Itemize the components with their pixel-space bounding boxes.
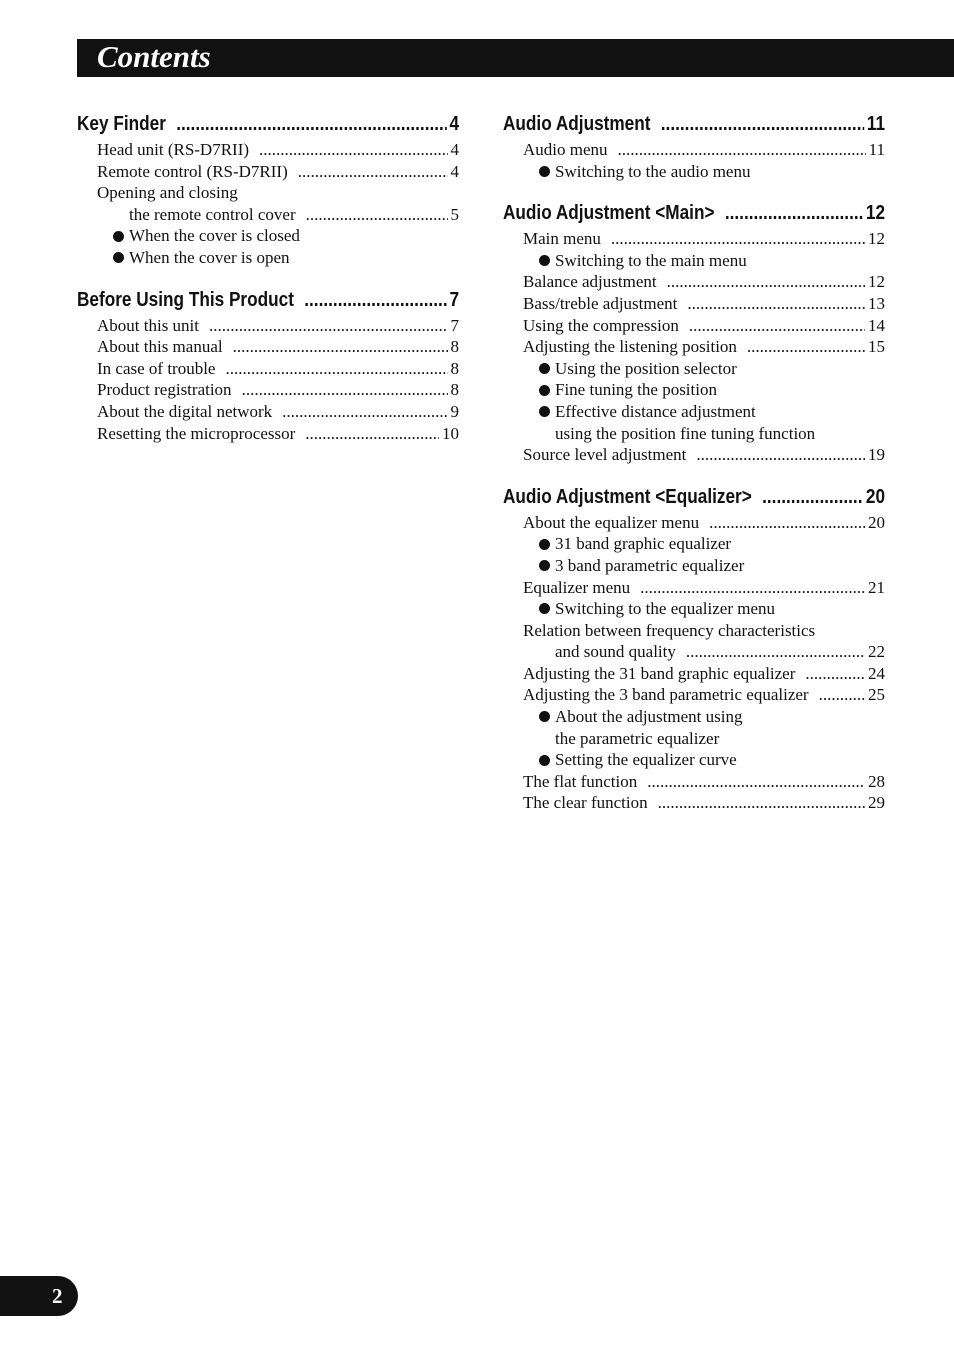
bullet-icon [539, 363, 550, 374]
toc-entry[interactable] [523, 641, 885, 663]
subentry-label: Switching to the main menu [555, 250, 747, 270]
bullet-icon [539, 560, 550, 571]
dot-leader [647, 771, 865, 793]
subentry-label: 31 band graphic equalizer [555, 534, 732, 554]
dot-leader [667, 271, 865, 293]
toc-subentry[interactable] [523, 598, 885, 620]
entry-page: 14 [868, 315, 885, 335]
entry-label: The flat function [523, 771, 638, 791]
entry-page: 13 [868, 293, 885, 313]
toc-subentry[interactable] [523, 379, 885, 401]
subentry-label: Setting the equalizer curve [555, 750, 737, 770]
dot-leader [298, 161, 448, 183]
dot-leader [696, 444, 865, 466]
toc-entry[interactable] [97, 358, 459, 380]
toc-entry[interactable] [523, 577, 885, 599]
entry-page: 8 [450, 358, 459, 378]
bullet-icon [539, 711, 550, 722]
toc-subentry[interactable] [97, 225, 459, 247]
dot-leader [689, 315, 865, 337]
heading-page: 7 [449, 288, 460, 311]
dot-leader [233, 336, 448, 358]
entry-page: 15 [868, 337, 885, 357]
entry-label: and sound quality [555, 642, 676, 662]
dot-leader [658, 792, 865, 814]
toc-entry[interactable] [523, 228, 885, 250]
subentry-continuation: the parametric equalizer [555, 728, 720, 748]
entry-page: 5 [450, 204, 459, 224]
toc-subentry[interactable] [523, 533, 885, 555]
dot-leader [725, 201, 864, 226]
entry-page: 10 [442, 423, 459, 443]
entry-label: Source level adjustment [523, 445, 687, 465]
entry-label: Resetting the microprocessor [97, 423, 296, 443]
heading-page: 4 [449, 113, 460, 135]
dot-leader [686, 641, 865, 663]
bullet-icon [539, 255, 550, 266]
toc-subentry[interactable] [523, 358, 885, 380]
toc-entry-text: Opening and closing [97, 183, 238, 203]
toc-heading[interactable] [77, 288, 459, 313]
toc-subentry[interactable] [523, 161, 885, 183]
toc-entry[interactable] [97, 336, 459, 358]
entry-page: 11 [868, 140, 885, 159]
toc-entry[interactable] [97, 423, 459, 445]
entry-label: Bass/treble adjustment [523, 293, 678, 313]
toc-entry[interactable] [97, 139, 459, 161]
bullet-icon [539, 406, 550, 417]
subentry-label: When the cover is open [129, 247, 290, 267]
page-number: 2 [52, 1284, 63, 1308]
bullet-icon [113, 231, 124, 242]
dot-leader [305, 423, 439, 445]
entry-label: In case of trouble [97, 358, 216, 378]
toc-entry[interactable] [523, 315, 885, 337]
heading-title: Before Using This Product [77, 288, 294, 311]
entry-page: 19 [868, 445, 885, 465]
toc-entry[interactable] [523, 444, 885, 466]
heading-page: 11 [866, 113, 886, 135]
subentry-label: About the adjustment using [555, 707, 743, 727]
toc-subentry[interactable] [523, 250, 885, 272]
contents-title-bar [77, 39, 954, 77]
entry-label: About the equalizer menu [523, 512, 700, 532]
entry-label: Main menu [523, 229, 601, 249]
heading-title: Audio Adjustment <Main> [503, 202, 715, 225]
heading-page: 20 [865, 485, 886, 508]
toc-entry[interactable] [97, 315, 459, 337]
entry-label: Balance adjustment [523, 272, 657, 292]
dot-leader [618, 139, 866, 161]
toc-entry[interactable] [97, 401, 459, 423]
toc-entry[interactable] [523, 792, 885, 814]
subentry-label: Fine tuning the position [555, 380, 717, 400]
entry-label: About this manual [97, 337, 223, 357]
toc-entry[interactable] [523, 139, 885, 161]
heading-title: Audio Adjustment <Equalizer> [503, 485, 752, 508]
dot-leader [640, 577, 865, 599]
toc-entry[interactable] [523, 271, 885, 293]
entry-page: 12 [868, 229, 885, 249]
dot-leader [747, 336, 865, 358]
dot-leader [282, 401, 447, 423]
toc-entry[interactable] [523, 663, 885, 685]
dot-leader [709, 512, 865, 534]
heading-title: Audio Adjustment [503, 113, 651, 135]
entry-label: About the digital network [97, 401, 273, 421]
bullet-icon [539, 166, 550, 177]
dot-leader [661, 112, 865, 137]
dot-leader [611, 228, 865, 250]
page-number-tab [0, 1276, 78, 1316]
dot-leader [225, 358, 447, 380]
entry-label: About this unit [97, 315, 200, 335]
entry-page: 8 [450, 337, 459, 357]
heading-title: Key Finder [77, 113, 166, 135]
subentry-label: Using the position selector [555, 358, 737, 378]
toc-section-key-finder [77, 112, 459, 269]
toc-subentry[interactable] [523, 749, 885, 771]
toc-subentry[interactable] [523, 555, 885, 577]
toc-section-before-using [77, 288, 459, 445]
subentry-label: 3 band parametric equalizer [555, 555, 745, 575]
entry-page: 20 [868, 512, 885, 532]
toc-entry[interactable] [523, 771, 885, 793]
entry-label: the remote control cover [129, 204, 296, 224]
entry-page: 22 [868, 642, 885, 662]
toc-entry[interactable] [523, 512, 885, 534]
toc-entry[interactable] [523, 684, 885, 706]
subentry-label: Switching to the audio menu [555, 161, 751, 181]
entry-label: Using the compression [523, 315, 679, 335]
entry-label: Equalizer menu [523, 577, 631, 597]
toc-entry[interactable] [97, 379, 459, 401]
toc-entry-text: Relation between frequency characteristics [523, 620, 816, 640]
heading-page: 12 [865, 202, 886, 225]
toc-right-column [503, 112, 885, 833]
dot-leader [805, 663, 865, 685]
entry-page: 21 [868, 577, 885, 597]
toc-heading[interactable] [503, 112, 885, 137]
dot-leader [762, 485, 863, 510]
subentry-label: Switching to the equalizer menu [555, 599, 775, 619]
dot-leader [819, 684, 865, 706]
dot-leader [259, 139, 447, 161]
toc-subentry[interactable] [523, 401, 885, 423]
toc-heading[interactable] [77, 112, 459, 137]
bullet-icon [539, 603, 550, 614]
dot-leader [242, 379, 448, 401]
entry-page: 8 [450, 380, 459, 400]
entry-label: Audio menu [523, 140, 608, 159]
entry-page: 4 [450, 140, 459, 159]
subentry-label: When the cover is closed [129, 226, 300, 246]
toc-heading[interactable] [503, 201, 885, 226]
entry-label: Adjusting the listening position [523, 337, 737, 357]
bullet-icon [539, 385, 550, 396]
entry-label: Remote control (RS-D7RII) [97, 161, 288, 181]
bullet-icon [113, 252, 124, 263]
entry-page: 28 [868, 771, 885, 791]
subentry-continuation: using the position fine tuning function [555, 423, 816, 443]
entry-page: 12 [868, 272, 885, 292]
toc-entry[interactable] [97, 204, 459, 226]
entry-label: Adjusting the 3 band parametric equalizer [523, 685, 809, 705]
dot-leader [209, 315, 447, 337]
toc-subentry[interactable] [97, 247, 459, 269]
toc-subentry[interactable] [523, 706, 885, 728]
dot-leader [306, 204, 448, 226]
dot-leader [176, 112, 447, 137]
entry-page: 24 [868, 663, 885, 683]
bullet-icon [539, 755, 550, 766]
entry-label: The clear function [523, 793, 648, 813]
bullet-icon [539, 539, 550, 550]
toc-entry[interactable] [97, 161, 459, 183]
dot-leader [304, 288, 447, 313]
entry-page: 29 [868, 793, 885, 813]
page-title: Contents [97, 39, 211, 74]
dot-leader [687, 293, 865, 315]
toc-section-audio-main [503, 201, 885, 466]
entry-page: 7 [450, 315, 459, 335]
toc-section-audio-equalizer [503, 485, 885, 814]
entry-page: 9 [450, 401, 459, 421]
toc-section-audio-adjustment [503, 112, 885, 182]
entry-page: 4 [450, 161, 459, 181]
entry-label: Adjusting the 31 band graphic equalizer [523, 663, 796, 683]
entry-label: Product registration [97, 380, 232, 400]
toc-left-column [77, 112, 459, 463]
toc-entry[interactable] [523, 293, 885, 315]
entry-page: 25 [868, 685, 885, 705]
toc-heading[interactable] [503, 485, 885, 510]
toc-entry[interactable] [523, 336, 885, 358]
entry-label: Head unit (RS-D7RII) [97, 140, 250, 159]
subentry-label: Effective distance adjustment [555, 401, 756, 421]
